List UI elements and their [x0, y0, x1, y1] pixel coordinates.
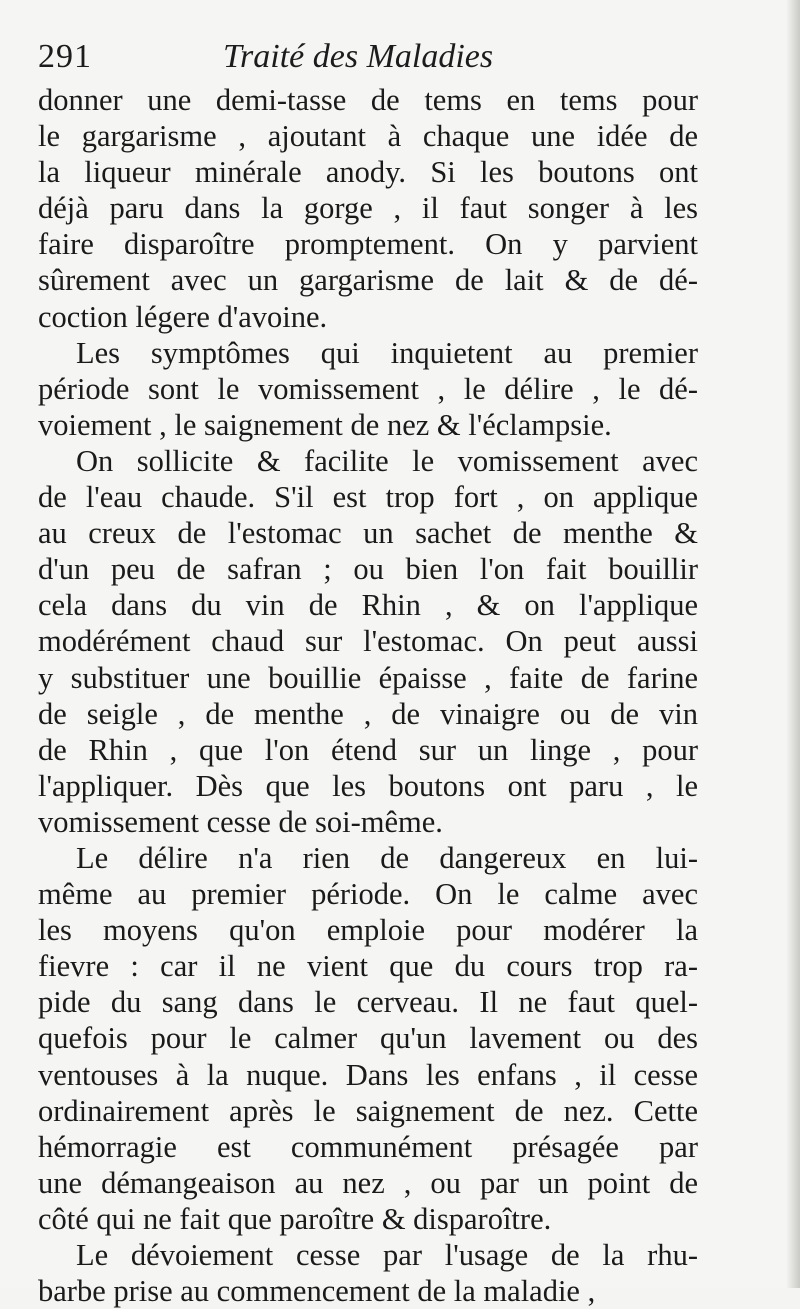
text-line: cela dans du vin de Rhin , & on l'applique — [38, 588, 698, 623]
text-line: les moyens qu'on emploie pour modérer la — [38, 913, 698, 948]
text-line: Le délire n'a rien de dangereux en lui- — [76, 840, 698, 875]
text-line: au creux de l'estomac un sachet de menthe & — [38, 516, 698, 551]
text-line: vomissement cesse de soi-même. — [38, 804, 443, 839]
text-line: pide du sang dans le cerveau. Il ne faut quel- — [38, 985, 698, 1020]
text-line: ventouses à la nuque. Dans les enfans , il cesse — [38, 1057, 698, 1092]
page-header — [38, 38, 758, 82]
text-line: la liqueur minérale anody. Si les boutons ont — [38, 155, 698, 190]
text-line: faire disparoître promptement. On y parvient — [38, 227, 698, 262]
text-line: Les symptômes qui inquietent au premier — [76, 335, 698, 370]
text-line: de l'eau chaude. S'il est trop fort , on applique — [38, 480, 698, 515]
text-line: fievre : car il ne vient que du cours trop ra- — [38, 949, 698, 984]
page-number: 291 — [38, 38, 92, 75]
text-line: côté qui ne fait que paroître & disparoître. — [38, 1201, 552, 1236]
text-line: période sont le vomissement , le délire , le dé- — [38, 371, 698, 406]
text-line: d'un peu de safran ; ou bien l'on fait bouillir — [38, 552, 698, 587]
text-line: quefois pour le calmer qu'un lavement ou des — [38, 1021, 698, 1056]
body-text — [38, 82, 698, 1309]
text-line: donner une demi-tasse de tems en tems pour — [38, 83, 698, 117]
text-line: hémorragie est communément présagée par — [38, 1129, 698, 1164]
text-line: Le dévoiement cesse par l'usage de la rhu- — [76, 1238, 698, 1272]
text-line: de seigle , de menthe , de vinaigre ou de vin — [38, 696, 698, 731]
running-title: Traité des Maladies — [223, 38, 494, 75]
page-gutter-shadow — [786, 0, 800, 1288]
text-line: déjà paru dans la gorge , il faut songer à les — [38, 191, 698, 226]
text-line: de Rhin , que l'on étend sur un linge , pour — [38, 732, 698, 767]
text-line: modérément chaud sur l'estomac. On peut aussi — [38, 624, 698, 659]
text-line: même au premier période. On le calme avec — [38, 877, 698, 912]
text-line: voiement , le saignement de nez & l'éclampsie. — [38, 407, 612, 442]
text-line: l'appliquer. Dès que les boutons ont paru , le — [38, 768, 698, 803]
text-line: coction légere d'avoine. — [38, 299, 328, 334]
text-line: sûrement avec un gargarisme de lait & de dé- — [38, 263, 698, 298]
text-line: barbe prise au commencement de la maladie , — [38, 1274, 596, 1309]
text-line: ordinairement après le saignement de nez. Cette — [38, 1093, 698, 1128]
text-line: y substituer une bouillie épaisse , faite de farine — [38, 660, 698, 695]
text-line: On sollicite & facilite le vomissement avec — [76, 443, 698, 478]
text-line: une démangeaison au nez , ou par un point de — [38, 1165, 698, 1200]
text-line: le gargarisme , ajoutant à chaque une idée de — [38, 119, 698, 154]
